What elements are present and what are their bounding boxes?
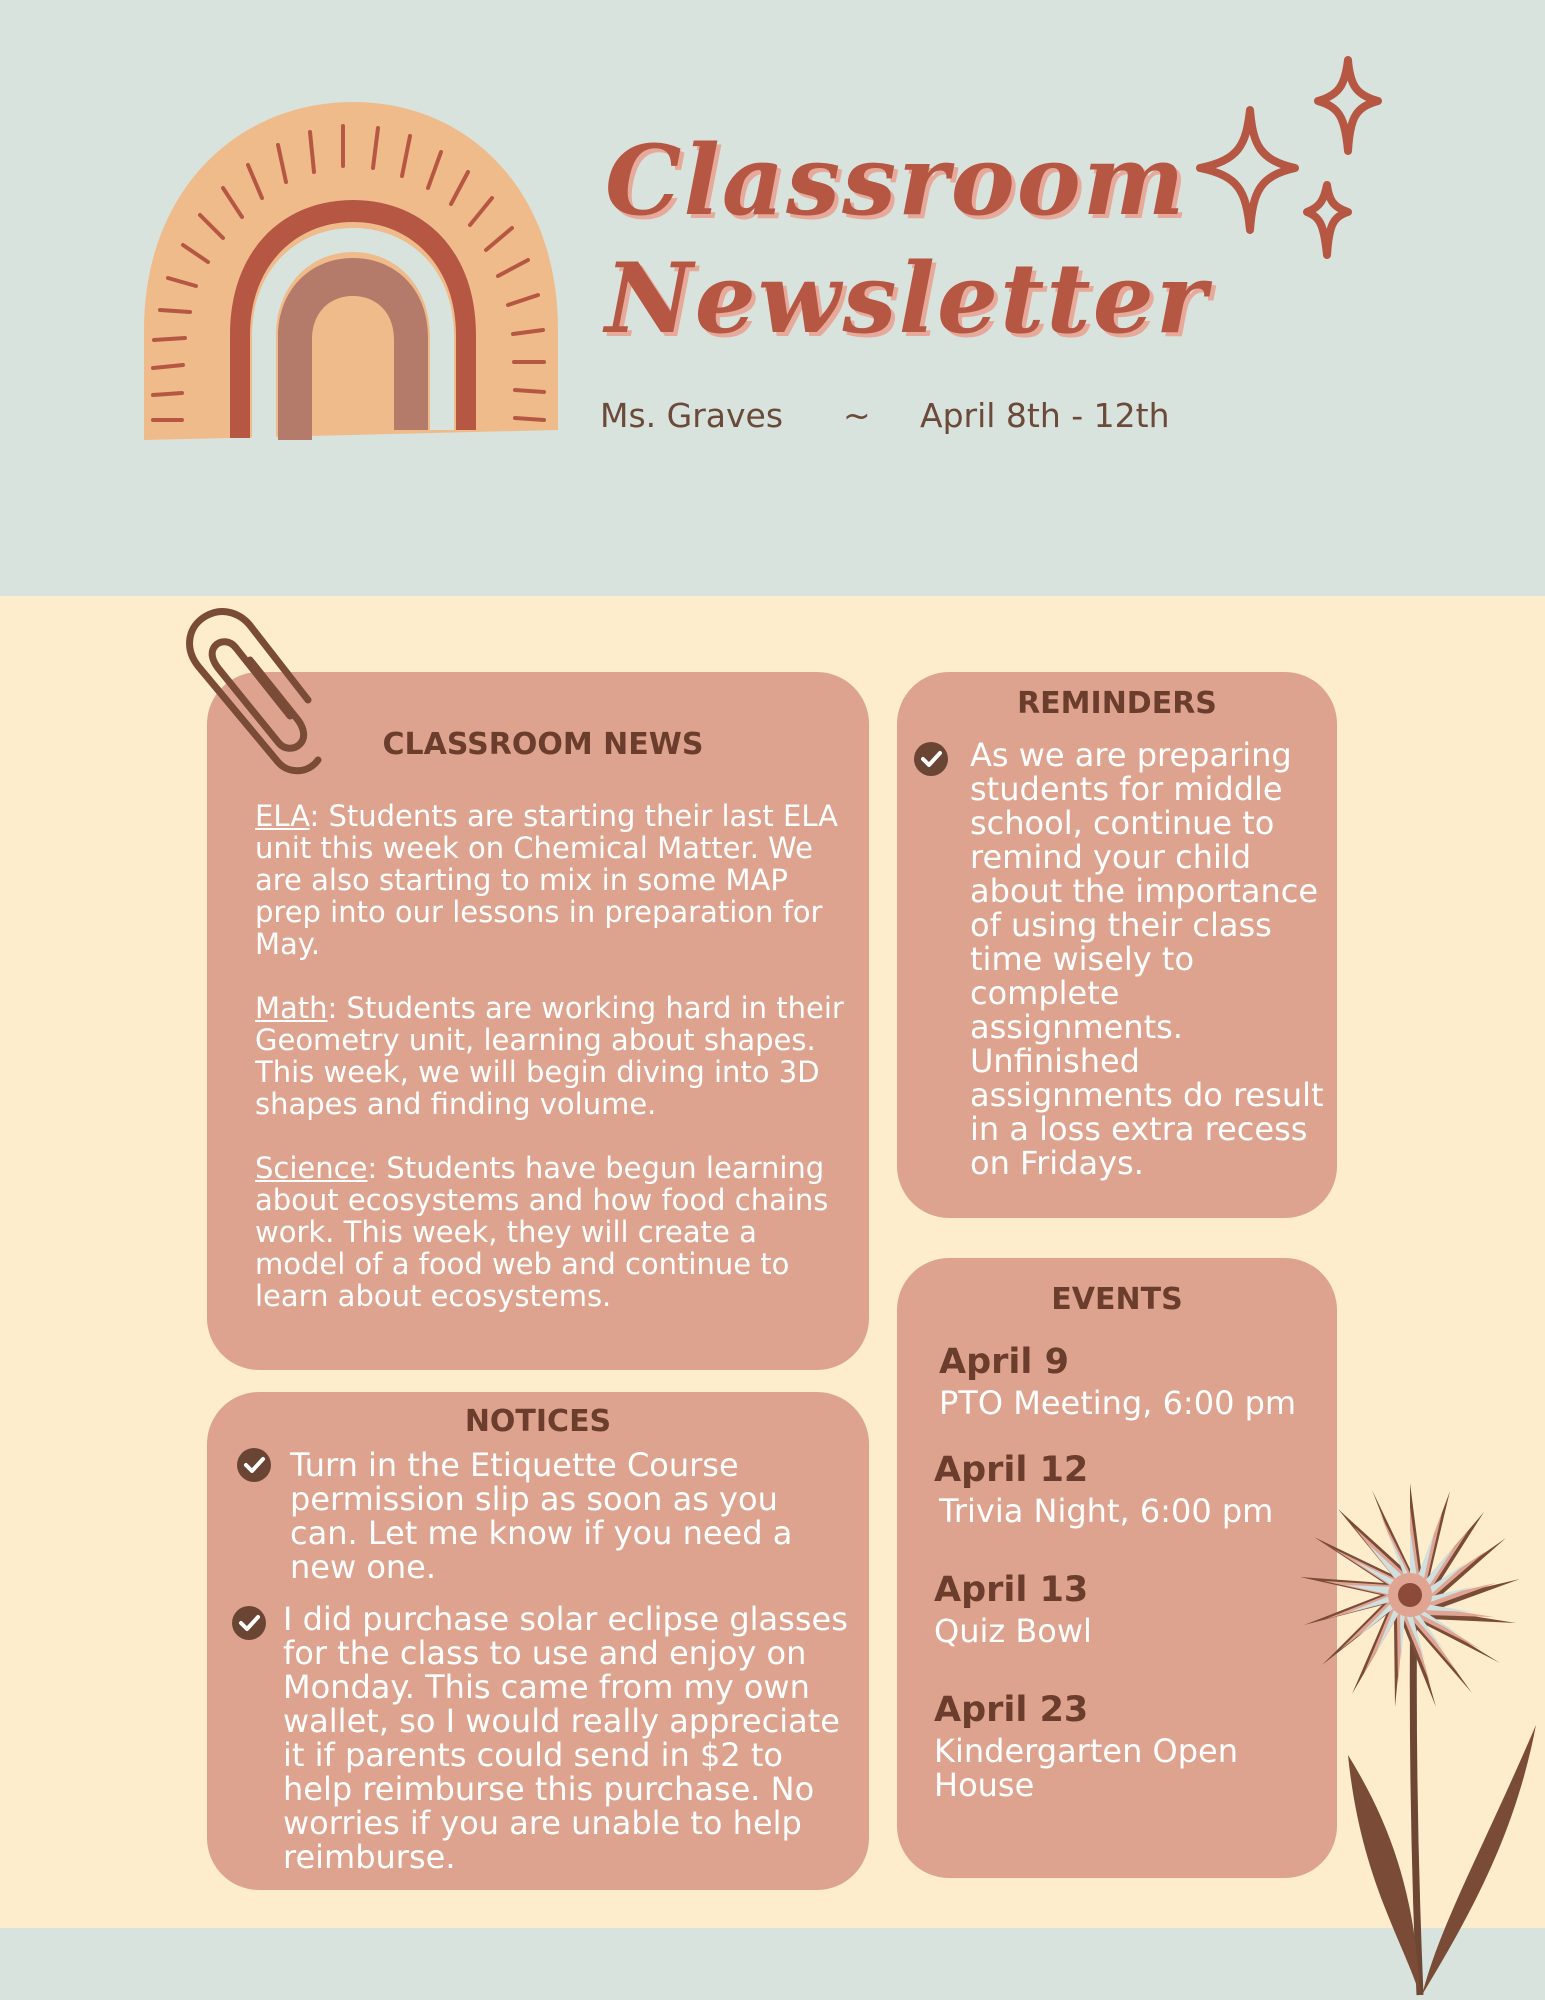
news-paragraph-science	[255, 1152, 855, 1312]
subject-text: : Students are starting their last ELA unit this week on Chemical Matter. We are also starting to mix in some MAP prep into our lessons in preparation for May.	[255, 799, 838, 961]
notices-card	[207, 1392, 869, 1890]
header-subline	[600, 396, 1170, 435]
flower-icon	[1290, 1475, 1545, 2000]
subject-text: : Students have begun learning about ecosystems and how food chains work. This week, they will create a model of a food web and continue to learn about ecosystems.	[255, 1151, 829, 1313]
reminders-title: REMINDERS	[1017, 686, 1217, 721]
notice-item: Turn in the Etiquette Course permission slip as soon as you can. Let me know if you need a new one.	[290, 1446, 793, 1586]
event-date: April 23	[934, 1690, 1089, 1730]
event-description: PTO Meeting, 6:00 pm	[939, 1384, 1297, 1422]
check-icon	[237, 1448, 271, 1482]
rainbow-icon	[138, 100, 568, 450]
date-range: April 8th - 12th	[920, 396, 1170, 435]
separator: ~	[843, 396, 871, 435]
subject-label: Math	[255, 991, 328, 1025]
event-date: April 9	[939, 1342, 1069, 1382]
event-description: Quiz Bowl	[934, 1612, 1092, 1650]
subject-label: Science	[255, 1151, 368, 1185]
classroom-news-body	[255, 800, 855, 1344]
event-description: Trivia Night, 6:00 pm	[939, 1492, 1274, 1530]
notice-item: I did purchase solar eclipse glasses for the class to use and enjoy on Monday. This came from my own wallet, so I would really appreciate it if parents could send in $2 to help reimburse this purchase. No worries if you are unable to help reimburse.	[283, 1600, 848, 1876]
check-icon	[232, 1606, 266, 1640]
newsletter-title	[605, 122, 1208, 358]
events-card	[897, 1258, 1337, 1878]
events-title: EVENTS	[1051, 1282, 1183, 1317]
subject-label: ELA	[255, 799, 310, 833]
sparkle-icon	[1190, 55, 1400, 265]
title-line-2: Newsletter	[605, 242, 1209, 355]
event-description: Kindergarten Open House	[934, 1732, 1238, 1804]
event-date: April 12	[934, 1450, 1089, 1490]
reminder-item: As we are preparing students for middle school, continue to remind your child about the importance of using their class time wisely to complete assignments. Unfinished assignments do result in a loss extra recess on Fridays.	[970, 736, 1324, 1182]
event-date: April 13	[934, 1570, 1089, 1610]
check-icon	[914, 742, 948, 776]
paperclip-icon	[180, 608, 330, 778]
classroom-news-title: CLASSROOM NEWS	[382, 727, 704, 762]
title-line-1: Classroom	[605, 124, 1187, 237]
reminders-card	[897, 672, 1337, 1218]
subject-text: : Students are working hard in their Geometry unit, learning about shapes. This week, we will begin diving into 3D shapes and finding volume.	[255, 991, 844, 1121]
news-paragraph-math	[255, 992, 855, 1120]
notices-title: NOTICES	[464, 1404, 612, 1439]
news-paragraph-ela	[255, 800, 855, 960]
teacher-name: Ms. Graves	[600, 396, 784, 435]
